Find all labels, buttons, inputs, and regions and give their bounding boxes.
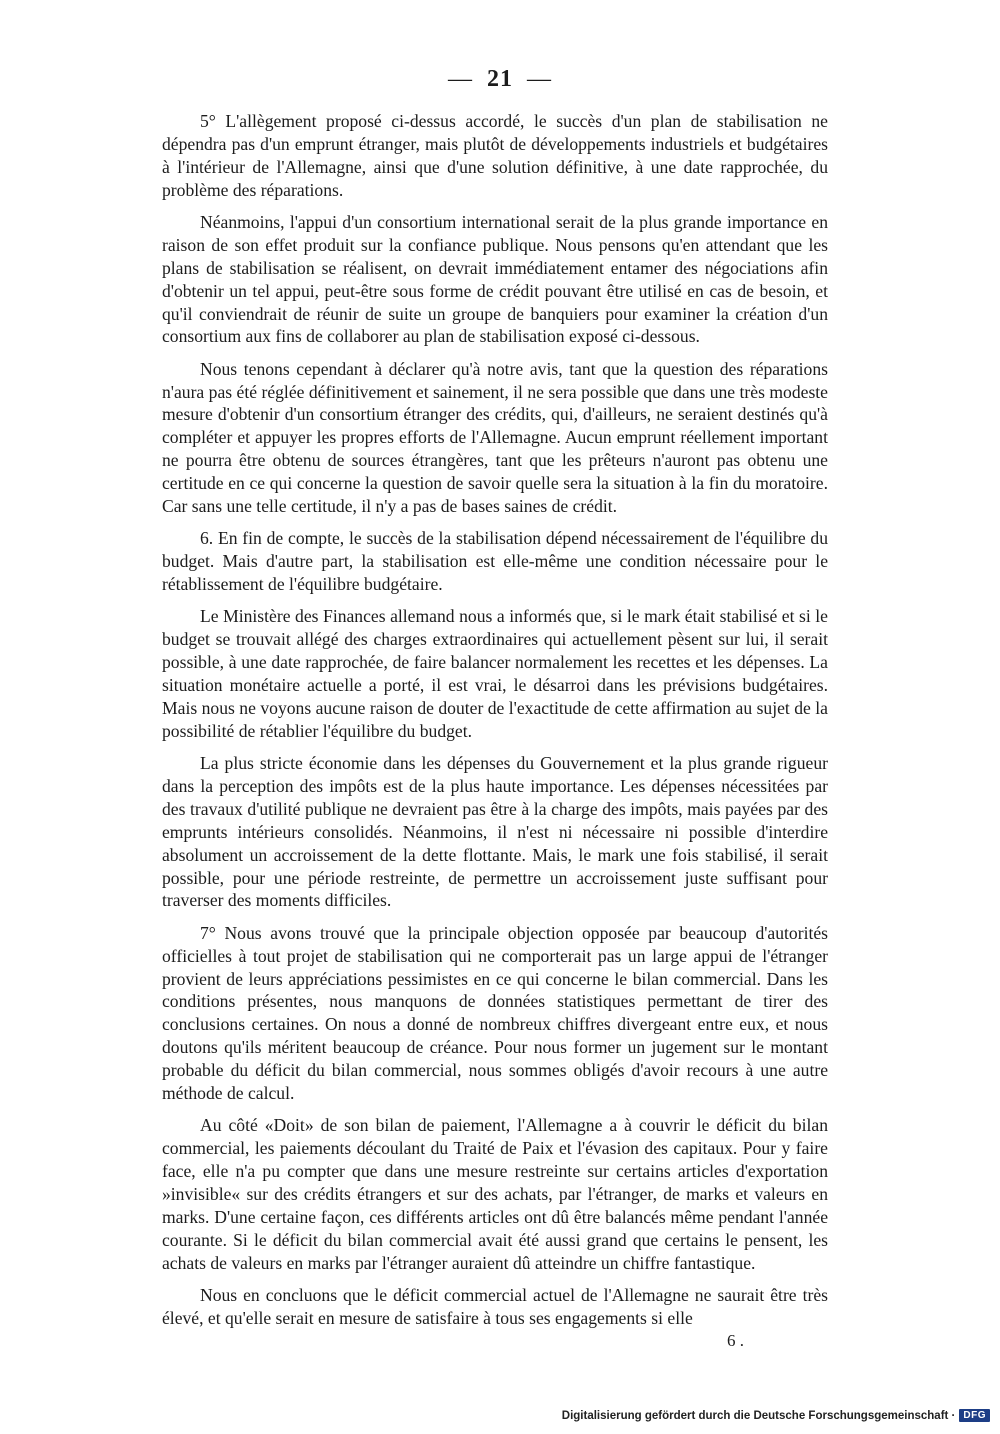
paragraph: Le Ministère des Finances allemand nous a informés que, si le mark était stabilisé et si le budget se trouvait allégé des charges extraordinaires qui actuellement pèsent sur lui, il serait possible, à une date rapprochée, de faire balancer normalement les recettes et les dépenses. La situation monétaire actuelle a porté, il est vrai, le désarroi dans les prévisions budgétaires. Mais nous ne voyons aucune raison de douter de l'exactitude de cette affirmation au sujet de la possibilité de rétablier l'équilibre du budget. [162,606,828,741]
paragraph: Nous tenons cependant à déclarer qu'à notre avis, tant que la question des réparations n'aura pas été réglée définitivement et sainement, il ne sera possible que dans une très modeste mesure d'obtenir d'un consortium étranger des crédits, qui, d'ailleurs, ne seraient destinés qu'à compléter et appuyer les propres efforts de l'Allemagne. Aucun emprunt réellement important ne pourra être obtenu de sources étrangères, tant que les prêteurs n'auront pas obtenu une certitude en ce qui concerne la question de savoir quelle sera la situation à la fin du moratoire. Car sans une telle certitude, il n'y a pas de bases saines de crédit. [162,358,828,517]
digitization-footer [562,1409,990,1422]
footer-text: Digitalisierung gefördert durch die Deutsche Forschungsgemeinschaft · [561,1409,956,1422]
header-dash-right: — [527,66,552,92]
paragraph: Au côté «Doit» de son bilan de paiement, l'Allemagne a à couvrir le déficit du bilan commercial, les paiements découlant du Traité de Paix et l'évasion des capitaux. Pour y faire face, elle n'a pu compter que dans une mesure restreinte sur certains articles d'exportation »invisible« sur des crédits étrangers et sur des achats, par l'étranger, de marks et valeurs en marks. D'une certaine façon, ces différents articles ont dû être balancés même pendant l'année courante. Si le déficit du bilan commercial avait été aussi grand que certains le pensent, les achats de valeurs en marks par l'étranger auraient dû atteindre un chiffre fantastique. [162,1115,828,1273]
dfg-logo: DFG [959,1409,990,1422]
body-text [162,110,828,1339]
paragraph: Néanmoins, l'appui d'un consortium international serait de la plus grande importance en raison de son effet produit sur la confiance publique. Nous pensons qu'en attendant que les plans de stabilisation se réalisent, on devrait immédiatement entamer des négociations afin d'obtenir un tel appui, peut-être sous forme de crédit pouvant être utilisé en cas de besoin, et qu'il conviendrait de réunir de suite un groupe de banquiers pour examiner la création d'un consortium aux fins de collaborer au plan de stabilisation exposé ci-dessous. [162,211,828,347]
signature-mark: 6 . [727,1331,744,1350]
paragraph: 5° L'allègement proposé ci-dessus accordé, le succès d'un plan de stabilisation ne dépendra pas d'un emprunt étranger, mais plutôt de développements industriels et budgétaires à l'intérieur de l'Allemagne, ainsi que d'une solution définitive, à une date rapprochée, du problème des réparations. [162,111,828,200]
paragraph: 6. En fin de compte, le succès de la stabilisation dépend nécessairement de l'équilibre du budget. Mais d'autre part, la stabilisation est elle-même une condition nécessaire pour le rétablissement de l'équilibre budgétaire. [162,528,828,595]
paragraph: La plus stricte économie dans les dépenses du Gouvernement et la plus grande rigueur dans la perception des impôts est de la plus haute importance. Les dépenses nécessitées par des travaux d'utilité publique ne devraient pas être à la charge des impôts, mais payées par des emprunts intérieurs consolidés. Néanmoins, il n'est ni nécessaire ni possible d'interdire absolument un accroissement de la dette flottante. Mais, le mark une fois stabilisé, il serait possible, pour une période restreinte, de permettre un accroissement juste suffisant pour traverser des moments difficiles. [162,753,828,911]
header-dash-left: — [448,66,473,92]
page-number: 21 [487,66,513,92]
paragraph: 7° Nous avons trouvé que la principale objection opposée par beaucoup d'autorités officielles à tout projet de stabilisation qui ne comporterait pas un large appui de l'étranger provient de leurs appréciations pessimistes en ce qui concerne le bilan commercial. Dans les conditions présentes, nous manquons de données statistiques permettant de tirer des conclusions certaines. On nous a donné de nombreux chiffres divergeant entre eux, et nous doutons qu'ils méritent beaucoup de créance. Pour nous former un jugement sur le montant probable du déficit du bilan commercial, nous sommes obligés d'avoir recours à une autre méthode de calcul. [162,922,828,1104]
paragraph: Nous en concluons que le déficit commercial actuel de l'Allemagne ne saurait être très élevé, et qu'elle serait en mesure de satisfaire à tous ses engagements si elle [162,1284,828,1328]
page-number-header [0,66,1000,93]
